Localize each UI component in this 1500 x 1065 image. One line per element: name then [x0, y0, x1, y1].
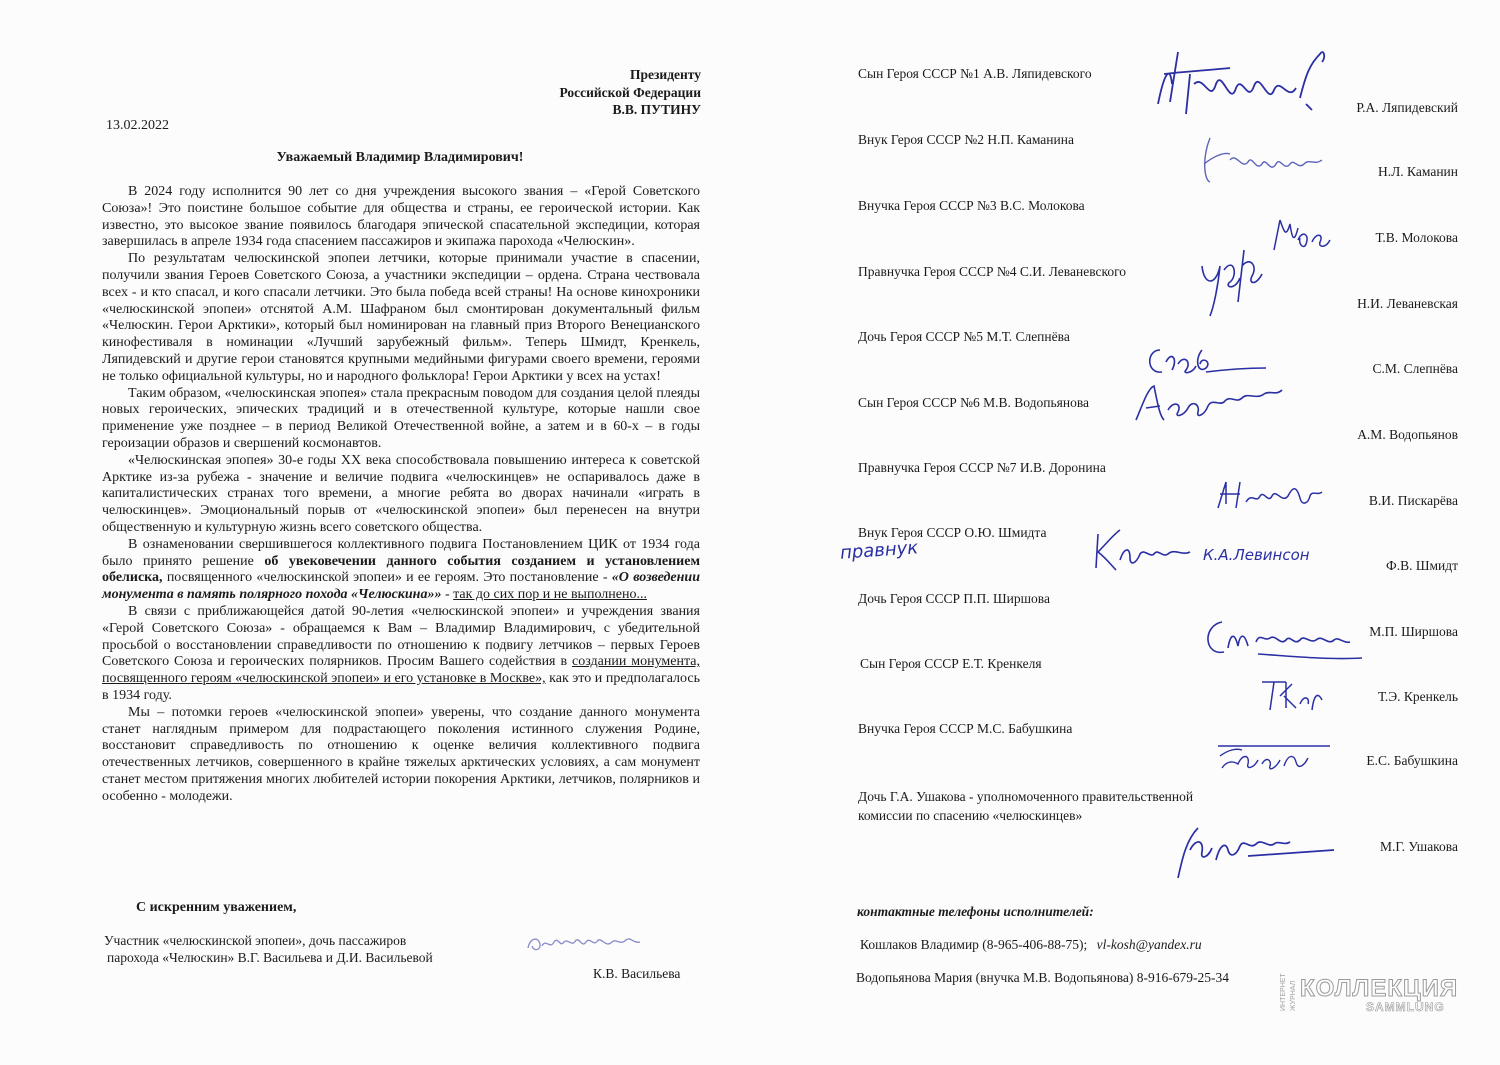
signer-role-line: парохода «Челюскин» В.Г. Васильева и Д.И. Васильевой [107, 950, 433, 965]
signature-krenkel [1256, 674, 1336, 716]
paragraph-6-text: В связи с приближающейся датой 90-летия «челюскинской эпопеи» и учреждения звания «Герой Советского Союза» - обращаемся к Вам – Владимир Владимирович, с убедительной просьбой о восстановлении справедливости по отношению к подвигу летчиков – первых Героев Советского Союза и героических полярников. Просим Вашего содействия в [102, 603, 700, 670]
paragraph-3: Таким образом, «челюскинская эпопея» стала прекрасным поводом для создания целой плеяды новых героических, эпических традиций и в отечественной культуре, которые нашли свое применение уже позднее – в период Великой Отечественной войне, а затем и в 60-х – в годы героизации образов и свершений космонавтов. [102, 385, 700, 451]
signature-ushakova [1168, 820, 1338, 882]
contact-email[interactable]: vl-kosh@yandex.ru [1096, 937, 1202, 952]
relative-row [858, 591, 1458, 651]
paragraph-5 [102, 537, 700, 604]
addressee-line: Российской Федерации [559, 84, 701, 100]
relative-title: Дочь Героя СССР №5 М.Т. Слепнёва [858, 329, 1070, 344]
paragraph-2: По результатам челюскинской эпопеи летчики, которые принимали участие в спасении, получили звания Героев Советского Союза, а участники экспедиции – ордена. Страна чествовала всех - и кто спасал, и кого спасали летчики. Это была победа всей страны! На основе кинохроники «челюскинской эпопеи» отснятой А.М. Шафраном был смонтирован документальный фильм «Челюскин. Герои Арктики», который был номинирован на главный приз Второго Венецианского кинофестиваля в номинации «Лучший зарубежный фильм». Теперь Шмидт, Кренкель, Ляпидевский и другие герои становятся крупными медийными фигурами своего времени, героями не только официальной культуры, но и народного фольклора! Герои Арктики у всех на устах! [102, 251, 700, 384]
relative-name: Н.И. Леваневская [1357, 296, 1458, 311]
relative-row [858, 132, 1458, 192]
relative-title: Правнучка Героя СССР №4 С.И. Леваневского [858, 264, 1127, 279]
relative-title: Сын Героя СССР №6 М.В. Водопьянова [858, 395, 1090, 410]
collection-watermark [1270, 975, 1470, 1013]
paragraph-5-text: - [441, 587, 454, 603]
relative-name: М.Г. Ушакова [1380, 839, 1458, 854]
paragraph-5-emphasis: об увековечении данного события созданием и установлением обелиска, [102, 553, 700, 586]
letter-body [102, 184, 700, 805]
addressee-block [559, 66, 701, 119]
signatures-page [750, 0, 1500, 1065]
paragraph-5-text: В ознаменовании свершившегося коллективного подвига Постановлением ЦИК от 1934 года было принято решение [102, 536, 700, 569]
letter-date: 13.02.2022 [106, 118, 169, 133]
relative-row [858, 460, 1458, 520]
relative-row [858, 264, 1458, 324]
signer-role-line: Участник «челюскинской эпопеи», дочь пассажиров [104, 933, 407, 948]
relative-title: Сын Героя СССР №1 А.В. Ляпидевского [858, 66, 1092, 81]
contact-line [860, 937, 1202, 953]
relative-name: Ф.В. Шмидт [1386, 558, 1458, 573]
relative-name: Е.С. Бабушкина [1366, 753, 1458, 768]
relative-name: М.П. Ширшова [1369, 624, 1458, 639]
signature-levinson [1090, 524, 1200, 574]
relative-name: Р.А. Ляпидевский [1356, 100, 1458, 115]
signature-babushkina [1214, 740, 1334, 776]
relative-title: Дочь Г.А. Ушакова - уполномоченного правительственной комиссии по спасению «челюскинцев» [858, 789, 1194, 823]
paragraph-6-underlined: создании монумента, посвященного героям «челюскинской эпопеи» и его установке в Москве», [102, 654, 701, 687]
handwritten-note: К.А.Левинсон [1203, 546, 1310, 564]
relative-row [858, 656, 1458, 716]
watermark-side-text: ИНТЕРНЕТ [1280, 973, 1287, 1011]
paragraph-7: Мы – потомки героев «челюскинской эпопеи» уверены, что создание данного монумента станет наглядным примером для подрастающего поколения истинного служения Родине, восстановит справедливость по отношению к оценке величия коллективного подвига отечественных летчиков, совершенного в крайне тяжелых арктических условиях, а сам монумент станет местом притяжения многих любителей истории покорения Арктики, летчиков, полярников и особенно - молодежи. [102, 704, 700, 804]
signature-lyapidevsky [1150, 44, 1340, 134]
relative-name: Т.В. Молокова [1375, 230, 1458, 245]
relative-row [858, 198, 1458, 258]
relative-name: В.И. Пискарёва [1368, 493, 1458, 508]
paragraph-1: В 2024 году исполнится 90 лет со дня учреждения высокого звания – «Герой Советского Союза»! Это поистине большое событие для общества и страны, ее героической истории. Как известно, это высокое звание появилось благодаря эпической спасательной экспедиции, которая завершилась в апреле 1934 года спасением пассажиров и экипажа парохода «Челюскин». [102, 184, 700, 250]
salutation: Уважаемый Владимир Владимирович! [276, 150, 524, 165]
contacts-title: контактные телефоны исполнителей: [857, 904, 1094, 919]
signature-vasilyeva [524, 928, 654, 964]
relative-title: Дочь Героя СССР П.П. Ширшова [858, 591, 1050, 606]
relative-row [858, 721, 1458, 781]
addressee-line: Президенту [629, 67, 701, 82]
handwritten-note: правнук [839, 537, 919, 564]
paragraph-5-underlined: так до сих пор и не выполнено... [453, 587, 647, 603]
relative-title: Правнучка Героя СССР №7 И.В. Доронина [858, 460, 1106, 475]
watermark-side-text: ЖУРНАЛ [1290, 980, 1297, 1011]
relative-title: Внук Героя СССР №2 Н.П. Каманина [858, 132, 1074, 147]
relative-name: Т.Э. Кренкель [1377, 689, 1458, 704]
signature-kamanin [1190, 130, 1340, 190]
relative-title: Сын Героя СССР Е.Т. Кренкеля [860, 656, 1042, 671]
signer-name: К.В. Васильева [593, 966, 681, 981]
signature-vodopyanov [1128, 376, 1288, 430]
paragraph-4: «Челюскинская эпопея» 30-е годы XX века способствовала повышению интереса к советской Арктике из-за рубежа - значение и величие подвига «челюскинцев» не оспаривалось даже в капиталистических странах того времени, а многие ребята во дворах начинали «играть в челюскинцев». Эмоциональный порыв от «челюскинской эпопеи» был перенесен на внутри общественную и культурную жизнь всего советского общества. [102, 452, 700, 535]
relative-name: Н.Л. Каманин [1378, 164, 1458, 179]
relative-title: Внучка Героя СССР М.С. Бабушкина [858, 721, 1073, 736]
paragraph-6-text: как это и предполагалось в 1934 году. [102, 671, 700, 703]
decree-title: «О возведении монумента в память полярного похода «Челюскина»» [102, 570, 700, 603]
contact-vodopyanova: Водопьянова Мария (внучка М.В. Водопьянова) 8-916-679-25-34 [856, 970, 1229, 985]
signature-levanevskaya [1194, 226, 1274, 320]
relative-name: С.М. Слепнёва [1372, 361, 1458, 376]
relative-title: Внучка Героя СССР №3 В.С. Молокова [858, 198, 1085, 213]
signature-piskareva [1212, 474, 1332, 518]
relative-name: А.М. Водопьянов [1357, 427, 1458, 442]
watermark-sub: SAMMLUNG [1366, 1000, 1445, 1014]
contact-koshlakov: Кошлаков Владимир (8-965-406-88-75); [860, 937, 1088, 952]
relative-row [858, 787, 1458, 867]
paragraph-6 [102, 604, 700, 705]
paragraph-5-text: посвященного «челюскинской эпопеи» и ее героям. Это постановление - [162, 570, 612, 586]
signer-role [104, 932, 504, 966]
closing: С искренним уважением, [136, 900, 297, 915]
watermark-main: КОЛЛЕКЦИЯ [1300, 975, 1459, 1002]
relative-title: Внук Героя СССР О.Ю. Шмидта [858, 525, 1047, 540]
signature-molokova [1268, 214, 1348, 258]
addressee-line: В.В. ПУТИНУ [612, 102, 701, 117]
